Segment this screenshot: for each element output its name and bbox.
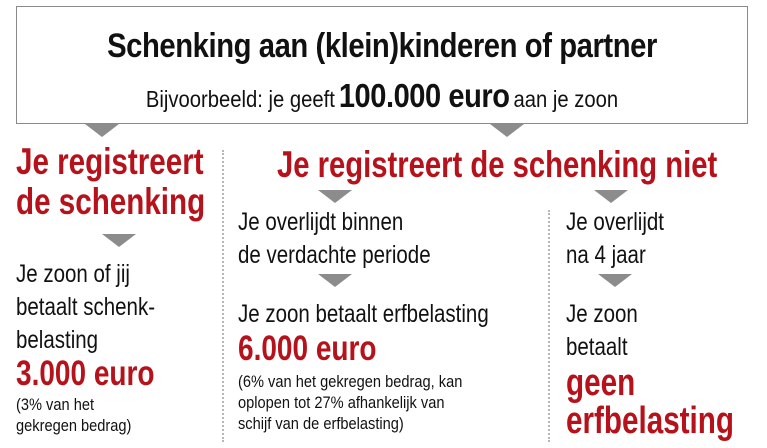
- within-condition-line: de verdachte periode: [238, 241, 431, 269]
- after-condition-line: Je overlijdt: [566, 208, 664, 236]
- arrow-down-icon: [490, 124, 524, 137]
- after-highlight: [566, 364, 734, 440]
- after-result-line: betaalt: [566, 333, 628, 361]
- after-result-line: Je zoon: [566, 300, 638, 328]
- column-divider: [222, 150, 224, 442]
- left-body-line: belasting: [16, 326, 99, 354]
- within-condition: [238, 206, 431, 272]
- arrow-down-icon: [102, 234, 136, 247]
- within-result: Je zoon betaalt erfbelasting: [238, 300, 489, 328]
- within-note: [238, 371, 462, 434]
- within-amount: 6.000 euro: [238, 329, 377, 368]
- example-prefix: Bijvoorbeeld: je geeft: [145, 86, 335, 112]
- left-heading-line: de schenking: [16, 181, 206, 222]
- after-condition: [566, 206, 664, 272]
- arrow-down-icon: [318, 274, 352, 287]
- within-condition-line: Je overlijdt binnen: [238, 208, 404, 236]
- header-box: [16, 6, 748, 124]
- within-note-line: oplopen tot 27% afhankelijk van: [238, 393, 445, 412]
- left-body-line: betaalt schenk-: [16, 293, 156, 321]
- example-amount: 100.000 euro: [338, 77, 510, 114]
- right-heading: Je registreert de schenking niet: [277, 144, 718, 185]
- after-condition-line: na 4 jaar: [566, 241, 646, 269]
- page-title: Schenking aan (klein)kinderen of partner: [107, 27, 657, 65]
- left-amount: 3.000 euro: [16, 354, 155, 393]
- column-divider: [548, 210, 550, 442]
- after-highlight-line: geen: [566, 362, 636, 404]
- left-body: [16, 258, 155, 357]
- within-note-line: (6% van het gekregen bedrag, kan: [238, 372, 463, 391]
- arrow-down-icon: [598, 274, 632, 287]
- after-highlight-line: erfbelasting: [566, 400, 735, 442]
- left-heading: [16, 142, 205, 222]
- arrow-down-icon: [318, 190, 352, 203]
- arrow-down-icon: [85, 124, 119, 137]
- example-suffix: aan je zoon: [513, 86, 619, 112]
- left-note-line: gekregen bedrag): [16, 416, 132, 435]
- after-result: [566, 298, 638, 364]
- left-body-line: Je zoon of jij: [16, 260, 130, 288]
- example-line: [61, 77, 703, 115]
- within-note-line: schijf van de erfbelasting): [238, 414, 404, 433]
- arrow-down-icon: [594, 190, 628, 203]
- left-note-line: (3% van het: [16, 395, 95, 414]
- left-heading-line: Je registreert: [16, 141, 204, 182]
- left-note: [16, 394, 131, 436]
